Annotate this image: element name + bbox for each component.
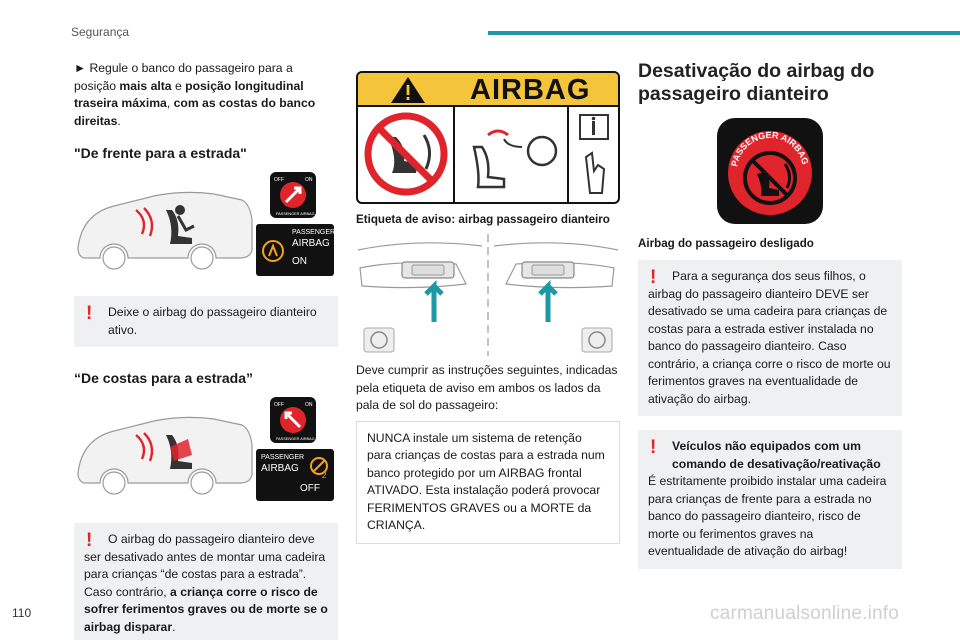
airbag-knob-off-icon xyxy=(270,397,316,443)
airbag-switch-knob-off xyxy=(270,397,316,443)
front-facing-illustration xyxy=(74,170,338,282)
rear-facing-illustration xyxy=(74,395,338,507)
warning-exclamation-icon: ! xyxy=(86,303,93,324)
label-caption: Etiqueta de aviso: airbag passageiro dianteiro xyxy=(356,213,610,226)
svg-text:ON: ON xyxy=(305,402,313,408)
airbag-off-indicator: PASSENGER AIRBAG 2 OFF xyxy=(256,449,334,501)
svg-text:OFF: OFF xyxy=(274,402,284,408)
airbag-on-indicator: PASSENGER AIRBAG ON xyxy=(256,224,334,276)
warning-exclamation-icon: ! xyxy=(86,530,93,551)
airbag-label-word: AIRBAG xyxy=(470,74,591,106)
svg-text:PASSENGER AIRBAG: PASSENGER AIRBAG xyxy=(729,129,811,168)
svg-text:PASSENGER AIRBAG: PASSENGER AIRBAG xyxy=(276,212,315,216)
airbag-off-badge-wrap xyxy=(638,116,902,230)
airbag-on-icon xyxy=(260,238,286,264)
sun-visor-illustration xyxy=(356,234,620,356)
warning-no-deactivation-control: ! Veículos não equipados com um comando de desativação/reativação É estritamente proibido instalar uma cadeira para crianças de frente para a estrada no banco do passageiro dianteiro, risco de morte ou ferimentos graves na eventualidade de ativação do airbag! xyxy=(638,430,902,569)
column-middle xyxy=(356,71,620,544)
instruction-text: Deve cumprir as instruções seguintes, indicadas pela etiqueta de aviso em ambos os lados da pala de sol do passageiro: xyxy=(356,363,618,412)
warning-deactivate-before-rear-seat: ! O airbag do passageiro dianteiro deve ser desativado antes de montar uma cadeira para crianças “de costas para a estrada”. Caso contrário, a criança corre o risco de sofrer ferimentos graves ou de morte se o airbag disparar. xyxy=(74,523,338,640)
airbag-off-icon xyxy=(308,455,330,477)
column-left xyxy=(74,60,338,640)
warning-triangle-icon xyxy=(388,74,428,106)
deactivation-heading: Desativação do airbag do passageiro dianteiro xyxy=(638,60,875,105)
bullet-arrow-icon: ► xyxy=(74,61,87,75)
page-number: 110 xyxy=(12,606,32,620)
notice-box: NUNCA instale um sistema de retenção para crianças de costas para a estrada num banco protegido por um AIRBAG frontal ATIVADO. Esta instalação poderá provocar FERIMENTOS GRAVES ou a MORTE da CRIANÇA. xyxy=(356,421,620,544)
warning-exclamation-icon: ! xyxy=(650,267,657,288)
airbag-label-header xyxy=(358,73,618,107)
badge-caption: Airbag do passageiro desligado xyxy=(638,237,814,250)
watermark-text: carmanualsonline.info xyxy=(710,603,900,624)
svg-text:OFF: OFF xyxy=(274,177,284,183)
intro-instruction: ► Regule o banco do passageiro para a posição mais alta e posição longitudinal traseira máxima, com as costas do banco direitas. xyxy=(74,61,316,128)
warning-keep-airbag-active: ! Deixe o airbag do passageiro dianteiro ativo. xyxy=(74,296,338,347)
airbag-warning-label xyxy=(356,71,620,204)
section-title: Segurança xyxy=(71,25,130,39)
header-accent-bar xyxy=(488,31,960,35)
column-right xyxy=(638,60,902,569)
svg-text:ON: ON xyxy=(305,177,313,183)
airbag-switch-knob xyxy=(270,172,316,218)
svg-text:PASSENGER AIRBAG: PASSENGER AIRBAG xyxy=(276,437,315,441)
airbag-knob-icon xyxy=(270,172,316,218)
passenger-airbag-off-badge-icon xyxy=(715,116,825,226)
airbag-label-pictograms xyxy=(358,107,618,202)
warning-exclamation-icon: ! xyxy=(650,437,657,458)
sun-visor-label-locations-illus xyxy=(356,234,620,356)
rear-facing-heading: “De costas para a estrada” xyxy=(74,370,253,386)
warning-must-deactivate: ! Para a segurança dos seus filhos, o airbag do passageiro dianteiro DEVE ser desativado se uma cadeira para crianças de costas para a estrada estiver instalada no banco do passageiro dianteiro. Caso contrário, a criança corre o risco de morte ou ferimentos graves na eventualidade de ativação do airbag. xyxy=(638,260,902,416)
front-facing-heading: "De frente para a estrada" xyxy=(74,145,247,161)
